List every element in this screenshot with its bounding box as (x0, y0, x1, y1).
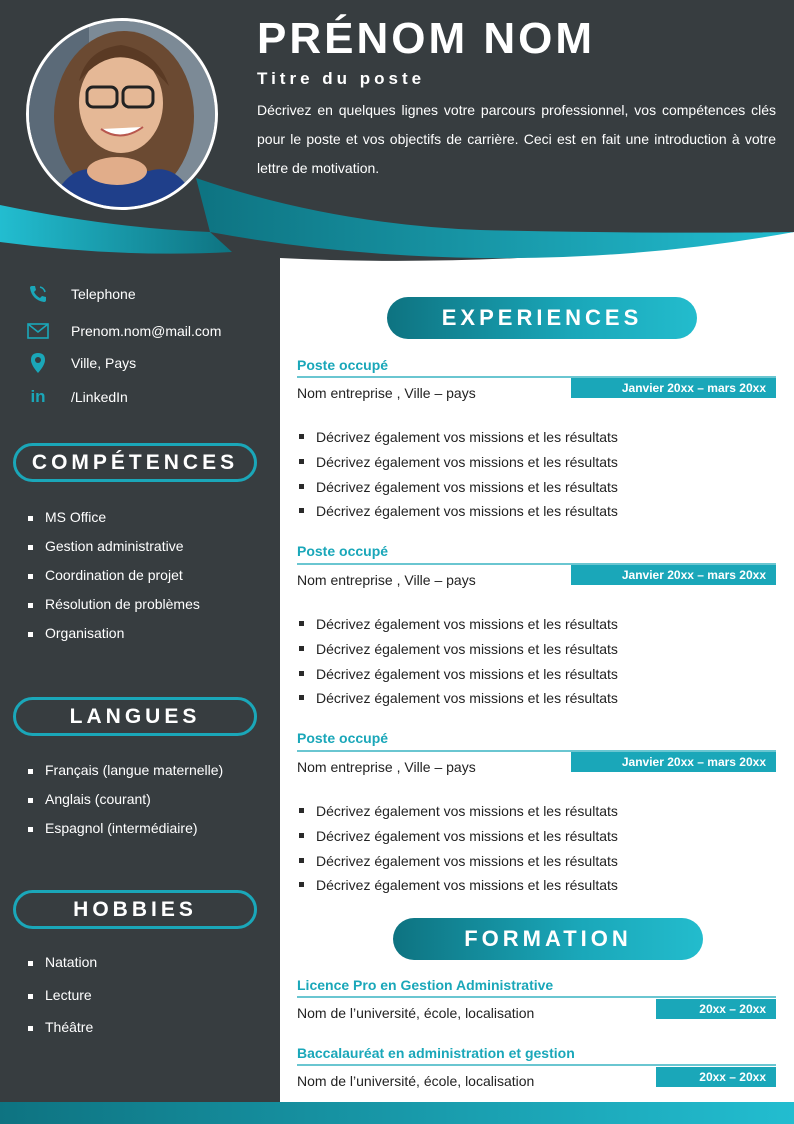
contact-location-text: Ville, Pays (71, 355, 137, 371)
languages-list (26, 762, 223, 849)
profile-photo (26, 18, 218, 210)
contact-linkedin-text: /LinkedIn (71, 389, 128, 405)
list-item: Décrivez également vos missions et les résultats (297, 851, 618, 876)
job-title: Titre du poste (257, 69, 426, 88)
job-3-dates: Janvier 20xx – mars 20xx (571, 752, 776, 772)
experiences-heading: EXPERIENCES (387, 297, 697, 339)
job-1-title: Poste occupé (297, 357, 389, 373)
contact-location (26, 351, 137, 375)
list-item: Décrivez également vos missions et les résultats (297, 639, 618, 664)
list-item: Théâtre (26, 1019, 97, 1051)
contact-phone (26, 282, 136, 306)
list-item: Décrivez également vos missions et les résultats (297, 452, 618, 477)
education-heading: FORMATION (393, 918, 703, 960)
list-item: Décrivez également vos missions et les résultats (297, 614, 618, 639)
job-1-missions (297, 427, 618, 526)
education-2-school: Nom de l’université, école, localisation (297, 1073, 535, 1089)
list-item: Décrivez également vos missions et les résultats (297, 688, 618, 713)
list-item: Décrivez également vos missions et les résultats (297, 501, 618, 526)
hobbies-heading: HOBBIES (13, 890, 257, 929)
divider (297, 996, 776, 998)
divider (297, 1064, 776, 1066)
contact-linkedin (26, 385, 128, 409)
list-item: Espagnol (intermédiaire) (26, 820, 223, 849)
linkedin-icon: in (30, 387, 46, 406)
education-1-title: Licence Pro en Gestion Administrative (297, 977, 554, 993)
list-item: Décrivez également vos missions et les résultats (297, 801, 618, 826)
phone-icon (26, 282, 50, 306)
education-2-dates: 20xx – 20xx (656, 1067, 776, 1087)
job-3-missions (297, 801, 618, 900)
job-2-dates: Janvier 20xx – mars 20xx (571, 565, 776, 585)
job-1-company: Nom entreprise , Ville – pays (297, 385, 476, 401)
location-pin-icon (26, 351, 50, 375)
hobbies-list (26, 954, 97, 1051)
job-3-company: Nom entreprise , Ville – pays (297, 759, 476, 775)
list-item: Français (langue maternelle) (26, 762, 223, 791)
mail-icon (26, 319, 50, 343)
list-item: Décrivez également vos missions et les résultats (297, 427, 618, 452)
list-item: Organisation (26, 625, 200, 654)
portrait-image (29, 21, 215, 207)
education-2-title: Baccalauréat en administration et gestion (297, 1045, 575, 1061)
list-item: Gestion administrative (26, 538, 200, 567)
intro-paragraph: Décrivez en quelques lignes votre parcours professionnel, vos compétences clés pour le poste et vos objectifs de carrière. Ceci est en fait une introduction à votre lettre de motivation. (257, 102, 776, 176)
list-item: Décrivez également vos missions et les résultats (297, 477, 618, 502)
languages-heading: LANGUES (13, 697, 257, 736)
job-2-company: Nom entreprise , Ville – pays (297, 572, 476, 588)
contact-email (26, 319, 222, 343)
list-item: Lecture (26, 987, 97, 1019)
contact-phone-text: Telephone (71, 286, 136, 302)
skills-heading: COMPÉTENCES (13, 443, 257, 482)
list-item: Coordination de projet (26, 567, 200, 596)
education-1-school: Nom de l’université, école, localisation (297, 1005, 535, 1021)
list-item: Décrivez également vos missions et les résultats (297, 826, 618, 851)
skills-list (26, 509, 200, 654)
education-1-dates: 20xx – 20xx (656, 999, 776, 1019)
list-item: Résolution de problèmes (26, 596, 200, 625)
full-name: PRÉNOM NOM (257, 14, 595, 63)
job-2-missions (297, 614, 618, 713)
list-item: MS Office (26, 509, 200, 538)
contact-email-text: Prenom.nom@mail.com (71, 323, 222, 339)
list-item: Anglais (courant) (26, 791, 223, 820)
job-3-title: Poste occupé (297, 730, 389, 746)
list-item: Décrivez également vos missions et les résultats (297, 664, 618, 689)
list-item: Natation (26, 954, 97, 987)
job-2-title: Poste occupé (297, 543, 389, 559)
list-item: Décrivez également vos missions et les résultats (297, 875, 618, 900)
job-1-dates: Janvier 20xx – mars 20xx (571, 378, 776, 398)
